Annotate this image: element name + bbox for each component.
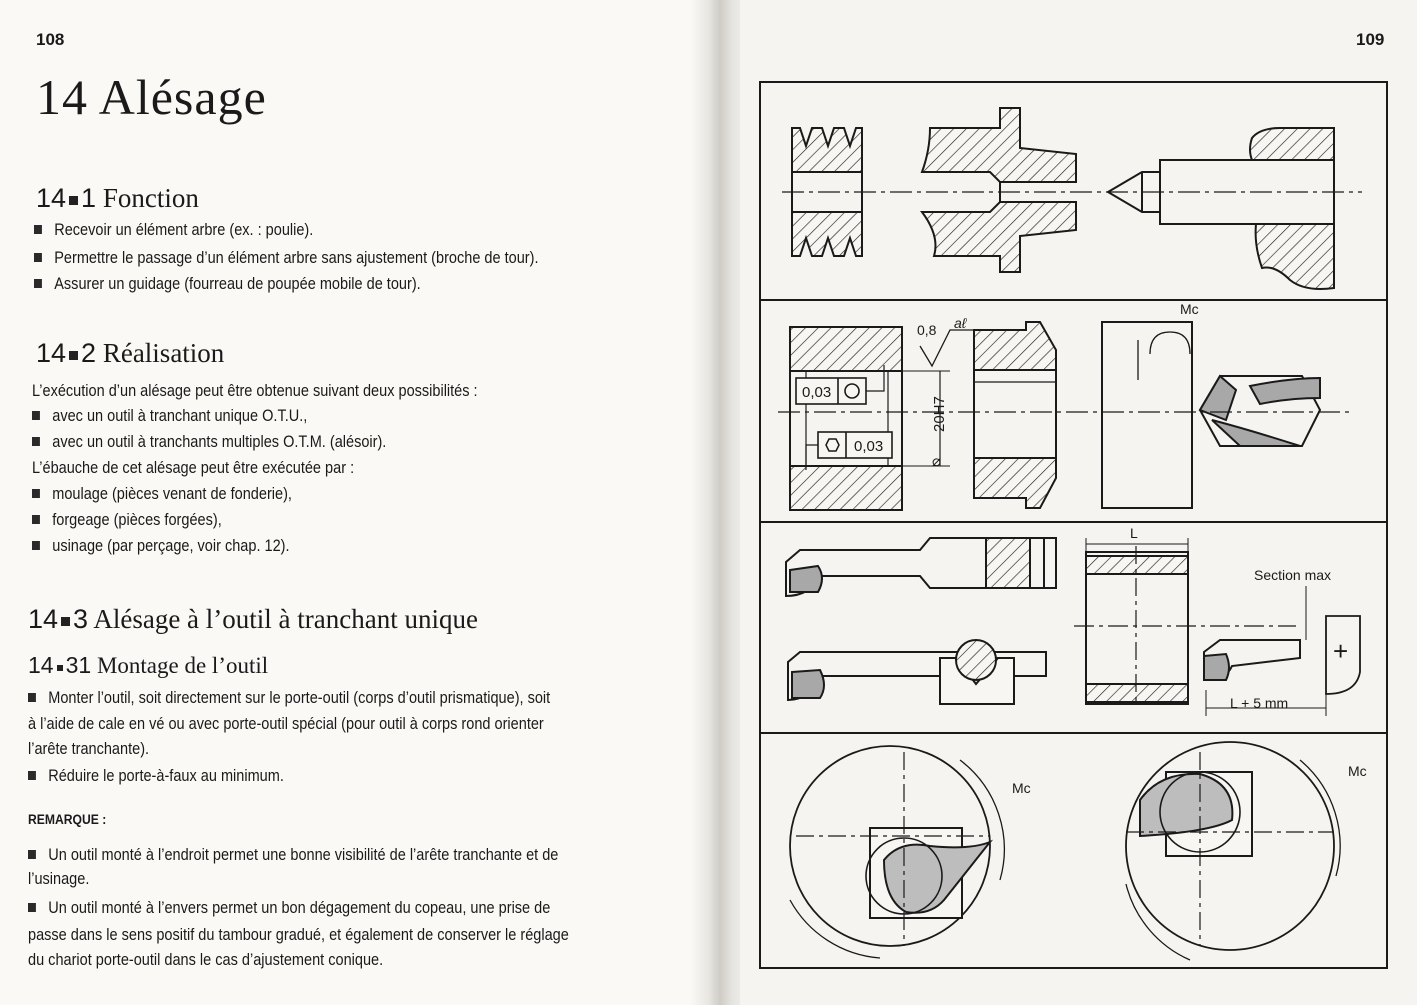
paragraph-line: Monter l’outil, soit directement sur le porte-outil (corps d’outil prismatique), soit <box>28 689 550 708</box>
plus-icon: + <box>1333 636 1349 666</box>
section-heading-fonction: 14 1 Fonction <box>36 183 199 213</box>
section-heading-otu: 14 3 Alésage à l’outil à tranchant unique <box>28 604 478 634</box>
tailstock-drawing <box>1108 128 1334 289</box>
rotation-label: Mc <box>1180 301 1199 317</box>
length-label: L <box>1130 525 1138 541</box>
list-item: Permettre le passage d’un élément arbre sans ajustement (broche de tour). <box>34 249 539 268</box>
tolerance-value: 0,03 <box>802 384 832 401</box>
list-item: Assurer un guidage (fourreau de poupée mobile de tour). <box>34 275 421 294</box>
chapter-title: 14 Alésage <box>36 69 267 125</box>
rotation-label: Mc <box>1012 780 1031 796</box>
list-item: moulage (pièces venant de fonderie), <box>32 485 292 504</box>
list-item: forgeage (pièces forgées), <box>32 511 222 530</box>
paragraph-line: du chariot porte-outil dans le cas d’ajustement conique. <box>28 951 384 969</box>
diameter-label: 20H7 <box>931 396 948 432</box>
bored-hub-drawing <box>974 322 1056 508</box>
list-item: Recevoir un élément arbre (ex. : poulie). <box>34 221 313 240</box>
rotation-label: Mc <box>1348 763 1367 779</box>
roughness-symbol: aℓ <box>954 315 967 331</box>
section-heading-realisation: 14 2 Réalisation <box>36 338 225 368</box>
paragraph-line: à l’aide de cale en vé ou avec porte-outil spécial (pour outil à corps rond orienter <box>28 715 544 733</box>
diameter-symbol: ⌀ <box>932 453 942 470</box>
list-item: usinage (par perçage, voir chap. 12). <box>32 537 290 556</box>
subsection-heading-montage: 14 31 Montage de l’outil <box>28 652 269 678</box>
section-max-label: Section max <box>1254 567 1332 583</box>
list-item: avec un outil à tranchants multiples O.T.M. (alésoir). <box>32 433 386 452</box>
paragraph-line: l’usinage. <box>28 870 90 888</box>
tool-upright-circle-drawing <box>790 746 1004 958</box>
lathe-spindle-drawing <box>922 108 1076 272</box>
paragraph: L’exécution d’un alésage peut être obtenue suivant deux possibilités : <box>32 382 478 400</box>
paragraph-line: l’arête tranchante). <box>28 740 150 758</box>
page-number-left: 108 <box>36 30 65 49</box>
tool-inverted-circle-drawing <box>1126 742 1340 960</box>
paragraph: L’ébauche de cet alésage peut être exécutée par : <box>32 459 355 477</box>
section-sleeve-drawing <box>1086 538 1188 706</box>
length-plus-label: L + 5 mm <box>1230 695 1289 711</box>
list-item: avec un outil à tranchant unique O.T.U., <box>32 407 307 426</box>
paragraph-line: Un outil monté à l’endroit permet une bonne visibilité de l’arête tranchante et de <box>28 846 558 865</box>
bored-part-drawing <box>790 327 982 510</box>
tolerance-value: 0,03 <box>854 438 884 455</box>
v-block-tool-drawing <box>788 640 1046 704</box>
page-number-right: 109 <box>1356 30 1385 49</box>
paragraph-line: Réduire le porte-à-faux au minimum. <box>28 767 284 786</box>
paragraph-line: Un outil monté à l’envers permet un bon dégagement du copeau, une prise de <box>28 899 550 918</box>
workpiece-block-drawing <box>1102 322 1192 508</box>
drill-bit-drawing <box>1200 376 1320 446</box>
paragraph-line: passe dans le sens positif du tambour gradué, et également de conserver le réglage <box>28 926 569 944</box>
roughness-value: 0,8 <box>917 322 937 338</box>
boring-bar-drawing <box>786 538 1056 596</box>
remark-title: REMARQUE : <box>28 812 107 827</box>
